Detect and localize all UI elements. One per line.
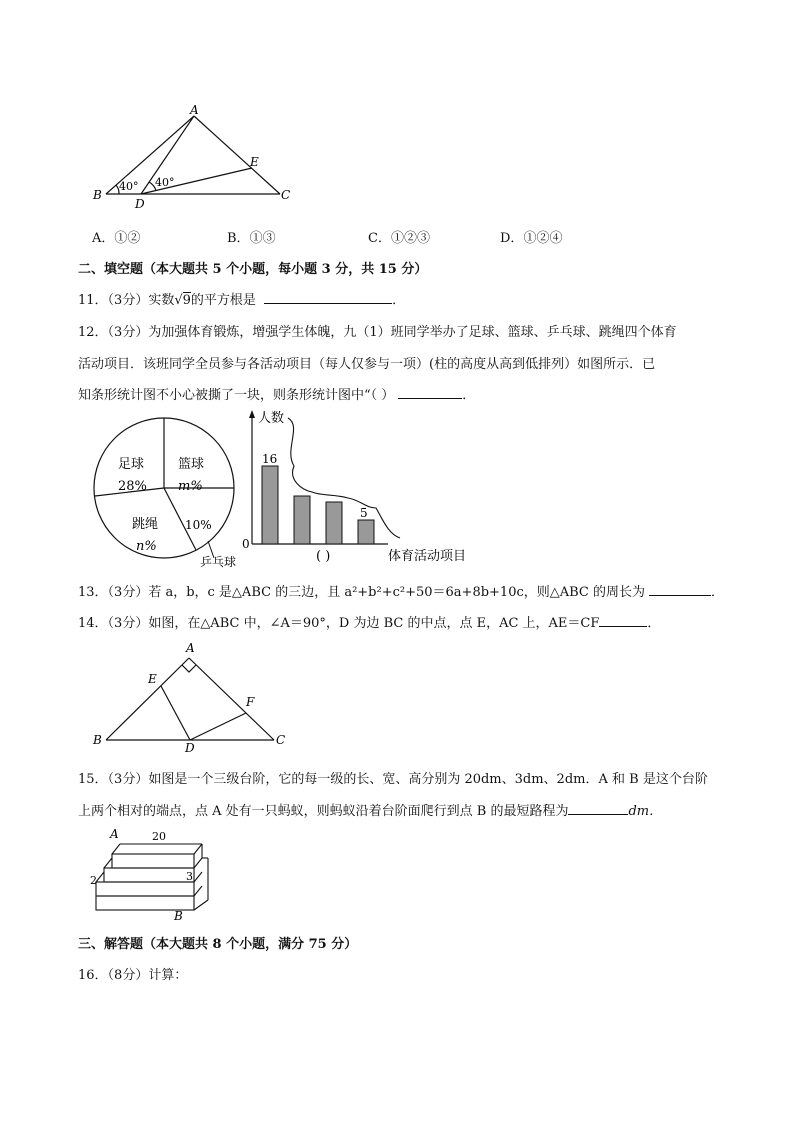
pie-label-basketball: 篮球 [178, 457, 205, 472]
option-a: A．①② [92, 231, 141, 246]
q15-staircase-figure [90, 826, 220, 922]
question-12-line-2: 活动项目．该班同学全员参与各活动项目（每人仅参与一项）(柱的高度从高到低排列）如图所示．已 [78, 357, 656, 372]
vertex-e-label: E [250, 155, 259, 169]
option-b: B．①③ [227, 231, 276, 246]
q14-vertex-e: E [148, 672, 157, 686]
question-11: 11．（3分）实数√9的平方根是 ． [78, 293, 406, 308]
pie-value-jumprope: n% [136, 539, 157, 554]
pie-value-basketball: m% [178, 479, 203, 494]
q14-vertex-d: D [185, 741, 195, 752]
y-axis-label: 人数 [258, 411, 285, 426]
x-axis-label: 体育活动项目 [388, 549, 467, 564]
bar-1-value: 16 [262, 452, 278, 466]
vertex-c-label: C [281, 188, 291, 202]
y-axis-arrow [249, 410, 255, 418]
origin-label: 0 [242, 537, 250, 551]
answer-blank-11[interactable] [264, 291, 392, 304]
pie-value-pingpong: 10% [185, 518, 212, 532]
bar-1 [262, 466, 278, 544]
q15-depth-label: 3 [186, 870, 193, 883]
q10-triangle-figure [88, 102, 298, 210]
question-16: 16．（8分）计算： [78, 968, 188, 983]
question-15-line-2: 上两个相对的端点，点 A 处有一只蚂蚁，则蚂蚁沿着台阶面爬行到点 B 的最短路程为 dm． [78, 804, 663, 819]
sqrt-symbol: √ [174, 293, 183, 308]
answer-blank-15[interactable] [568, 802, 628, 815]
q14-vertex-f: F [246, 695, 255, 709]
question-12-line-3: 知条形统计图不小心被撕了一块，则条形统计图中“（ ） ． [78, 388, 476, 403]
bar-2 [294, 496, 310, 544]
angle-d-label: 40° [155, 176, 175, 189]
q14-vertex-a: A [186, 641, 195, 655]
section-2-header: 二、填空题（本大题共 5 个小题，每小题 3 分，共 15 分） [78, 262, 428, 277]
q14-vertex-b: B [93, 733, 102, 747]
sqrt-radicand: 9 [182, 293, 191, 308]
q15-length-label: 20 [152, 830, 166, 843]
pie-label-jumprope: 跳绳 [132, 517, 159, 532]
vertex-b-label: B [93, 188, 102, 202]
q15-height-label: 2 [90, 874, 97, 887]
q12-bar-chart [240, 408, 490, 568]
answer-blank-13[interactable] [649, 583, 711, 596]
section-3-header: 三、解答题（本大题共 8 个小题，满分 75 分） [78, 937, 358, 952]
q15-point-a: A [110, 827, 119, 841]
bar-4 [358, 520, 374, 544]
bar-4-value: 5 [360, 506, 368, 520]
q15-point-b: B [174, 909, 183, 922]
q14-vertex-c: C [276, 733, 286, 747]
pie-label-football: 足球 [118, 457, 145, 472]
bar-3 [326, 502, 342, 544]
q12-pie-chart [90, 410, 250, 570]
pie-value-football: 28% [118, 479, 147, 494]
option-c: C．①②③ [368, 231, 430, 246]
question-13: 13．（3分）若 a，b，c 是△ABC 的三边，且 a²+b²+c²+50＝6a+8b+10c，则△ABC 的周长为 ． [78, 585, 725, 600]
angle-b-label: 40° [119, 180, 139, 193]
question-15-line-1: 15．（3分）如图是一个三级台阶，它的每一级的长、宽、高分别为 20dm、3dm、2dm．A 和 B 是这个台阶 [78, 772, 708, 787]
q14-triangle-figure [88, 640, 298, 752]
question-12-line-1: 12．（3分）为加强体育锻炼，增强学生体魄，九（1）班同学举办了足球、篮球、乒乓球、跳绳四个体育 [78, 325, 677, 340]
pie-label-pingpong: 乒乓球 [200, 555, 237, 569]
option-d: D．①②④ [500, 231, 563, 246]
vertex-d-label: D [135, 197, 145, 210]
answer-blank-14[interactable] [599, 614, 647, 627]
blank-category-label: ( ) [316, 549, 331, 564]
answer-blank-12[interactable] [398, 386, 462, 399]
vertex-a-label: A [190, 103, 199, 117]
question-14: 14．（3分）如图，在△ABC 中，∠A＝90°，D 为边 BC 的中点，点 E，AC 上，AE＝CF ． [78, 616, 661, 631]
